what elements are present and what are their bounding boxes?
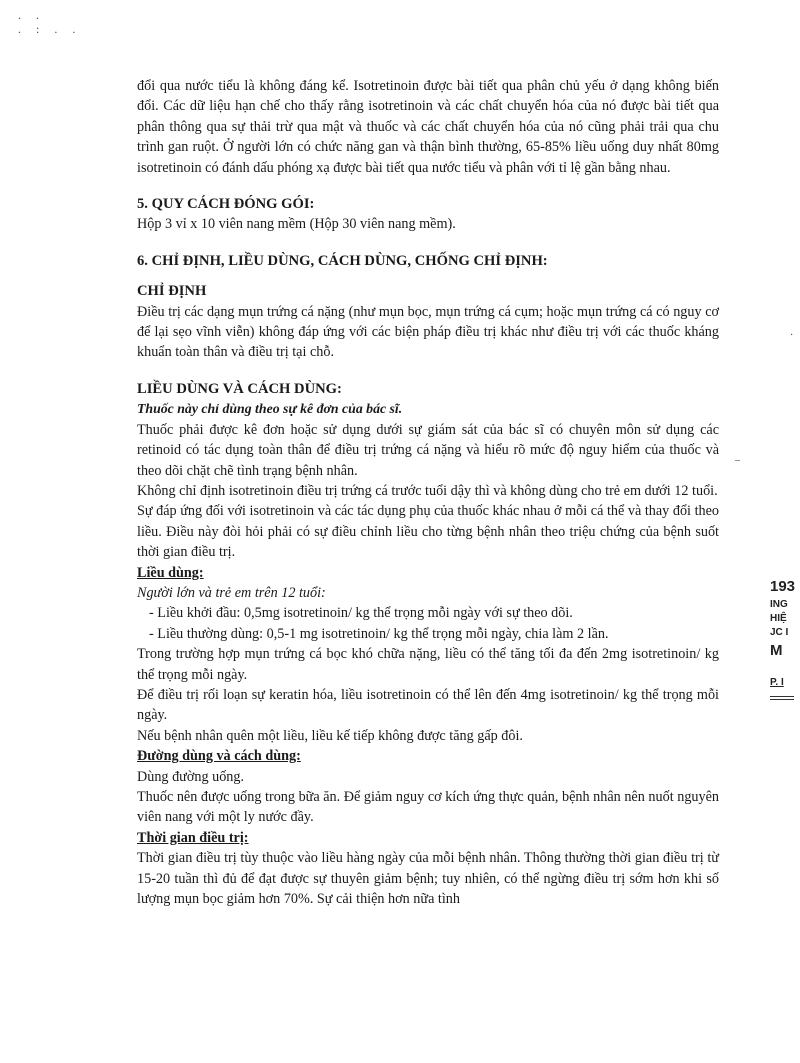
document-body xyxy=(137,76,719,909)
paragraph-excretion: đổi qua nước tiểu là không đáng kể. Isotretinoin được bài tiết qua phân chủ yếu ở dạng không biến đổi. Các dữ liệu hạn chế cho thấy rằng isotretinoin và các chất chuyển hóa của nó được bài tiết qua phân thông qua sự thải trừ qua mật và thuốc và các chất chuyển hóa của nó cũng phải trải qua chu trình gan ruột. Ở người lớn có chức năng gan và thận bình thường, 65-85% liều uống duy nhất 80mg isotretinoin có đánh dấu phóng xạ được bài tiết qua nước tiểu và phân với tỉ lệ gần bằng nhau. xyxy=(137,78,719,176)
paragraph-max-dose: Trong trường hợp mụn trứng cá bọc khó chữa nặng, liều có thể tăng tối đa đến 2mg isotretinoin/ kg thể trọng mỗi ngày. xyxy=(137,646,719,683)
paragraph-keratinization: Để điều trị rối loạn sự keratin hóa, liều isotretinoin có thể lên đến 4mg isotretinoin/ kg thể trọng mỗi ngày. xyxy=(137,686,719,724)
section-5-text: Hộp 3 vỉ x 10 viên nang mềm (Hộp 30 viên nang mềm). xyxy=(137,216,456,233)
edge-rule xyxy=(770,696,794,697)
prescription-note: Thuốc này chỉ dùng theo sự kê đơn của bác sĩ. xyxy=(137,401,403,417)
edge-rule xyxy=(770,699,794,700)
edge-text-3: HIỆ xyxy=(770,613,787,624)
section-6-title: 6. CHỈ ĐỊNH, LIỀU DÙNG, CÁCH DÙNG, CHỐNG CHỈ ĐỊNH: xyxy=(137,252,548,269)
lieu-dung-heading: LIỀU DÙNG VÀ CÁCH DÙNG: xyxy=(137,380,342,397)
right-edge-stamp xyxy=(770,576,800,700)
edge-text-1: 193 xyxy=(770,578,796,595)
scan-marks: . . . : . . xyxy=(18,8,82,36)
lieu-dung-subheading: Liều dùng: xyxy=(137,564,204,581)
route-subheading: Đường dùng và cách dùng: xyxy=(137,748,301,765)
margin-speck: – xyxy=(735,455,740,466)
edge-text-4: JC I xyxy=(770,627,789,638)
paragraph-missed-dose: Nếu bệnh nhân quên một liều, liều kế tiếp không được tăng gấp đôi. xyxy=(137,727,523,744)
dose-bullet-usual: - Liều thường dùng: 0,5-1 mg isotretinoin/ kg thể trọng mỗi ngày, chia làm 2 lần. xyxy=(149,625,609,642)
duration-subheading: Thời gian điều trị: xyxy=(137,829,249,846)
margin-speck: · xyxy=(790,330,794,341)
paragraph-oral-use: Dùng đường uống. xyxy=(137,768,245,785)
edge-text-5: M xyxy=(770,642,783,659)
paragraph-dose-adjustment: Sự đáp ứng đối với isotretinoin và các tác dụng phụ của thuốc khác nhau ở mỗi cá thể và thay đổi theo liều. Điều này đòi hỏi phải có sự điều chỉnh liều cho từng bệnh nhân theo triệu chứng của bệnh suốt thời gian điều trị. xyxy=(137,503,719,561)
paragraph-supervision: Thuốc phải được kê đơn hoặc sử dụng dưới sự giám sát của bác sĩ có chuyên môn sử dụng các retinoid có tác dụng toàn thân để điều trị trứng cá nặng và hiểu rõ mức độ nguy hiểm của thuốc và theo dõi chặt chẽ tình trạng bệnh nhân. xyxy=(137,421,719,479)
section-5-title: 5. QUY CÁCH ĐÓNG GÓI: xyxy=(137,196,315,213)
paragraph-with-meal: Thuốc nên được uống trong bữa ăn. Để giảm nguy cơ kích ứng thực quản, bệnh nhân nên nuốt nguyên viên nang với một ly nước đầy. xyxy=(137,789,719,826)
edge-text-6: P. I xyxy=(770,677,784,688)
chi-dinh-heading: CHỈ ĐỊNH xyxy=(137,283,207,300)
dose-bullet-initial: - Liều khởi đầu: 0,5mg isotretinoin/ kg thể trọng mỗi ngày với sự theo dõi. xyxy=(149,605,573,622)
paragraph-age-restriction: Không chỉ định isotretinoin điều trị trứng cá trước tuổi dậy thì và không dùng cho trẻ em dưới 12 tuổi. xyxy=(137,482,718,499)
edge-text-2: ING xyxy=(770,599,788,610)
chi-dinh-text: Điều trị các dạng mụn trứng cá nặng (như mụn bọc, mụn trứng cá cụm; hoặc mụn trứng cá có nguy cơ để lại sẹo vĩnh viễn) không đáp ứng với các biện pháp điều trị khác như điều trị với các thuốc kháng khuẩn toàn thân và điều trị tại chỗ. xyxy=(137,303,719,361)
target-population: Người lớn và trẻ em trên 12 tuổi: xyxy=(137,584,326,601)
paragraph-duration: Thời gian điều trị tùy thuộc vào liều hàng ngày của mỗi bệnh nhân. Thông thường thời gian điều trị từ 15-20 tuần thì đủ để đạt được sự thuyên giảm bệnh; tuy nhiên, có thể ngừng điều trị sớm hơn khi số lượng mụn bọc giảm hơn 70%. Sự cải thiện hơn nữa tình xyxy=(137,850,719,908)
